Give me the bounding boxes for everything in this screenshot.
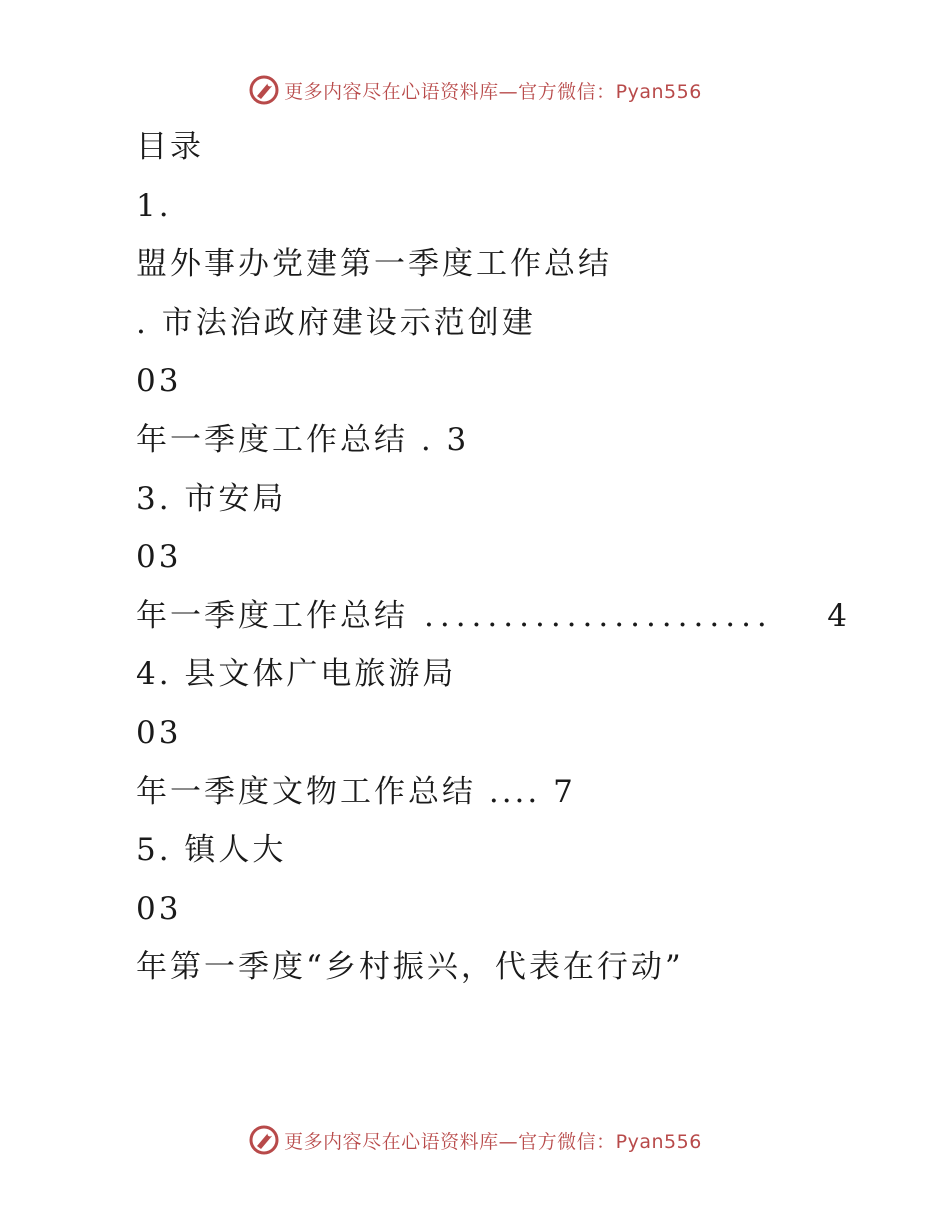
footer-watermark [0,1120,950,1160]
toc-entry-row [136,587,850,646]
pen-logo-icon [248,1124,280,1156]
toc-leader-dots: ...................... [424,597,773,634]
toc-line: 3. 市安局 [136,480,287,517]
watermark-text: 更多内容尽在心语资料库—官方微信：Pyan556 [284,80,702,103]
toc-line: . 市法治政府建设示范创建 [136,304,536,341]
toc-line: 1. [136,187,172,224]
toc-line: 03 [136,539,182,576]
toc-page-number: 4 [827,597,850,634]
toc-line: 年第一季度“乡村振兴，代表在行动” [136,949,684,986]
toc-line: 5. 镇人大 [136,832,287,869]
watermark-text: 更多内容尽在心语资料库—官方微信：Pyan556 [284,1130,702,1153]
toc-line: 03 [136,714,182,751]
toc-entry-label: 年一季度工作总结 [136,597,408,634]
toc-line: 03 [136,363,182,400]
pen-logo-icon [248,74,280,106]
toc-line: 03 [136,890,182,927]
toc-title: 目录 [136,129,204,165]
header-watermark [0,70,950,110]
toc-line: 年一季度文物工作总结 .... 7 [136,773,576,810]
table-of-contents [136,118,876,997]
toc-line: 盟外事办党建第一季度工作总结 [136,246,612,283]
toc-line: 年一季度工作总结 . 3 [136,421,470,458]
toc-line: 4. 县文体广电旅游局 [136,656,457,693]
